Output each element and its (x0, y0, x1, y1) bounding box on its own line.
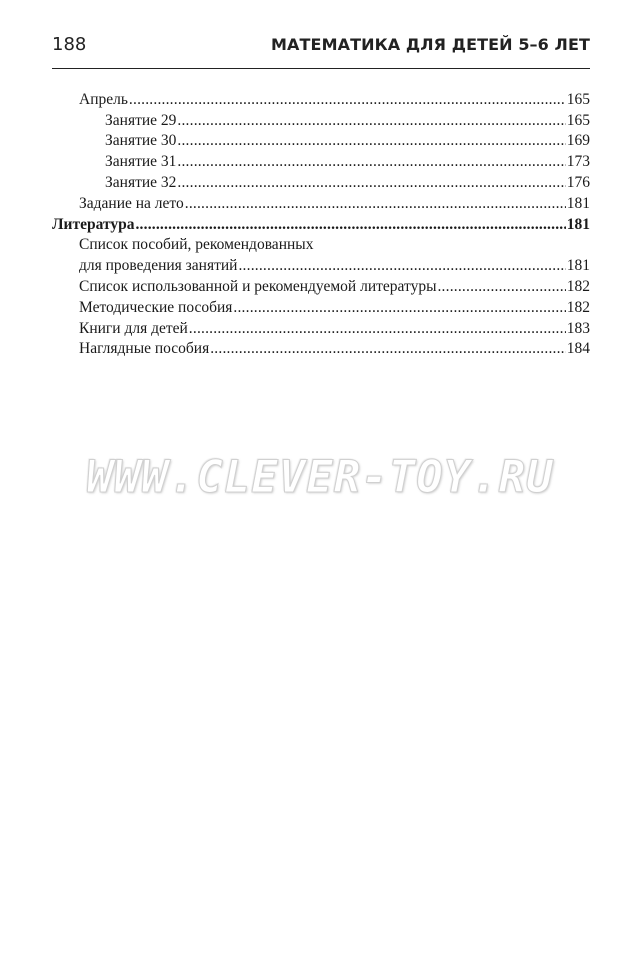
dot-leader (177, 152, 565, 172)
toc-entry-aids-list-line1: Список пособий, рекомендованных (79, 235, 314, 253)
toc-page-number: 181 (566, 215, 590, 233)
toc-entry-summer-task[interactable] (52, 193, 590, 214)
toc-entry-used-literature[interactable] (52, 276, 590, 297)
toc-page-number: 182 (566, 277, 590, 295)
dot-leader (177, 111, 565, 131)
toc-entry-lesson-32[interactable] (52, 172, 590, 193)
toc-page-number: 176 (566, 173, 590, 191)
toc-page-number: 173 (566, 153, 590, 171)
toc-label: Занятие 29 (105, 111, 177, 129)
dot-leader (135, 215, 565, 235)
toc-page-number: 169 (566, 132, 590, 150)
toc-page-number: 165 (566, 90, 590, 108)
dot-leader (189, 319, 566, 339)
toc-label: для проведения занятий (79, 257, 238, 275)
toc-page-number: 182 (566, 298, 590, 316)
toc-entry-literature[interactable] (52, 214, 590, 235)
toc-label: Занятие 30 (105, 132, 177, 150)
dot-leader (129, 90, 566, 110)
toc-entry-visual-aids[interactable] (52, 339, 590, 360)
running-title: МАТЕМАТИКА ДЛЯ ДЕТЕЙ 5–6 ЛЕТ (271, 35, 590, 54)
toc-page-number: 181 (566, 257, 590, 275)
dot-leader (185, 194, 566, 214)
toc-page-number: 184 (566, 340, 590, 358)
dot-leader (177, 173, 565, 193)
toc-label: Литература (52, 215, 135, 233)
dot-leader (238, 256, 565, 276)
page-number: 188 (52, 34, 87, 55)
toc-label: Апрель (79, 90, 128, 108)
dot-leader (437, 277, 565, 297)
toc-entry-april[interactable] (52, 89, 590, 110)
toc-entry-lesson-31[interactable] (52, 151, 590, 172)
dot-leader (210, 339, 566, 359)
page-header (52, 32, 590, 69)
toc-label: Занятие 32 (105, 173, 177, 191)
watermark: WWW.CLEVER-TOY.RU (86, 452, 554, 503)
toc-page-number: 165 (566, 111, 590, 129)
toc-entry-aids-list[interactable] (52, 255, 590, 276)
toc-entry-lesson-30[interactable] (52, 131, 590, 152)
toc-entry-lesson-29[interactable] (52, 110, 590, 131)
toc-label: Занятие 31 (105, 153, 177, 171)
toc-label: Список использованной и рекомендуемой литературы (79, 277, 437, 295)
toc-page-number: 181 (566, 194, 590, 212)
dot-leader (177, 131, 565, 151)
dot-leader (233, 298, 565, 318)
toc-entry-methodical-aids[interactable] (52, 297, 590, 318)
toc-label: Книги для детей (79, 319, 188, 337)
table-of-contents (52, 89, 590, 359)
toc-label: Задание на лето (79, 194, 184, 212)
toc-entry-kids-books[interactable] (52, 318, 590, 339)
toc-label: Наглядные пособия (79, 340, 210, 358)
toc-page-number: 183 (566, 319, 590, 337)
toc-label: Методические пособия (79, 298, 233, 316)
